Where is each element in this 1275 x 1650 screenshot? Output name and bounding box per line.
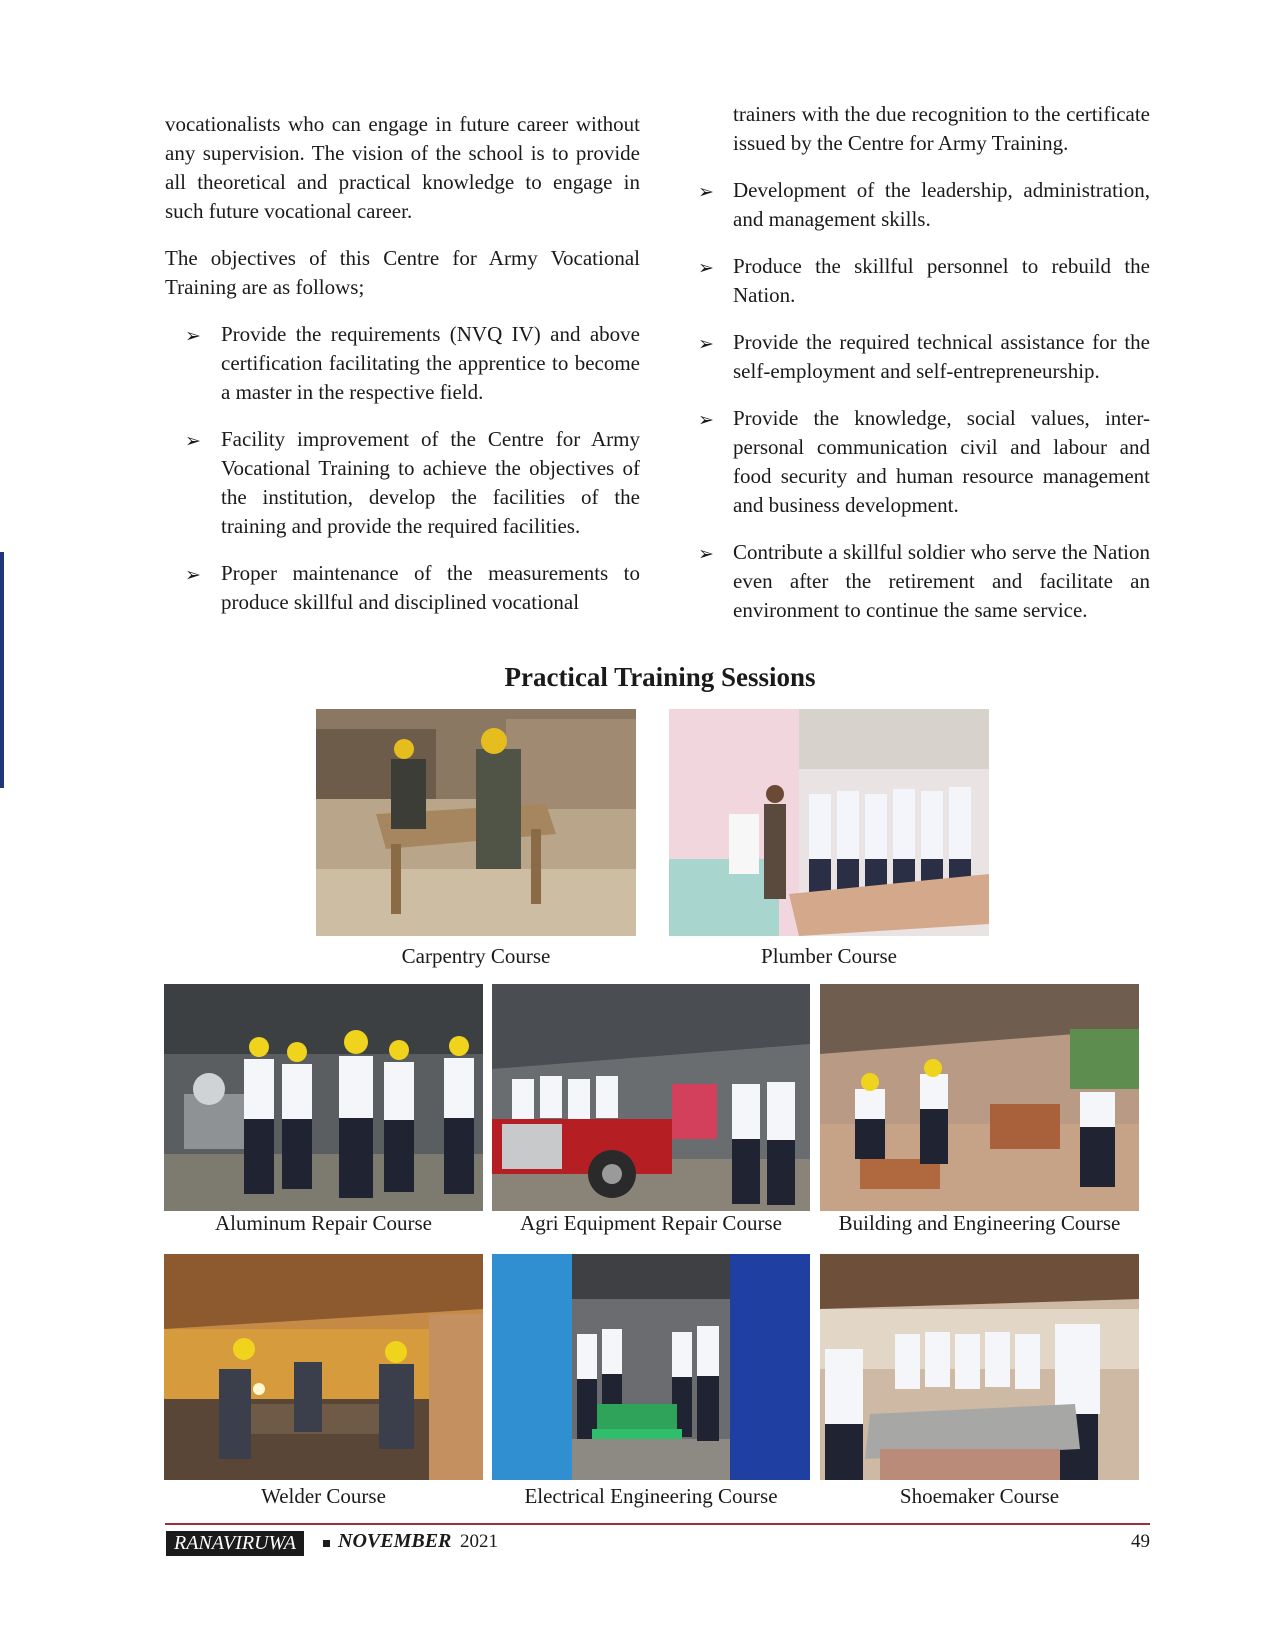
objectives-list-right bbox=[690, 176, 1150, 625]
list-item: ➢ Facility improvement of the Centre for Army Vocational Training to achieve the objectives of the institution, develop the facilities of the training and provide the required facilities. bbox=[185, 427, 640, 538]
list-item: ➢ Contribute a skillful soldier who serve the Nation even after the retirement and facilitate an environment to continue the same service. bbox=[698, 540, 1150, 622]
list-item: ➢ Development of the leadership, administration, and management skills. bbox=[698, 178, 1150, 231]
photo-caption: Electrical Engineering Course bbox=[524, 1484, 778, 1508]
arrow-bullet-icon: ➢ bbox=[185, 325, 201, 347]
list-item: ➢ Produce the skillful personnel to rebuild the Nation. bbox=[698, 254, 1150, 307]
section-title: Practical Training Sessions bbox=[504, 662, 816, 692]
photo-caption: Plumber Course bbox=[761, 944, 897, 968]
continuation-paragraph: trainers with the due recognition to the certificate issued by the Centre for Army Training. bbox=[733, 102, 1150, 155]
building-engineering-photo bbox=[820, 984, 1139, 1211]
list-item: ➢ Provide the knowledge, social values, inter-personal communication civil and labour and food security and human resource management and business development. bbox=[698, 406, 1150, 517]
agri-equipment-photo bbox=[492, 984, 810, 1211]
photo-caption: Shoemaker Course bbox=[899, 1484, 1060, 1508]
arrow-bullet-icon: ➢ bbox=[698, 257, 714, 279]
photo-caption: Welder Course bbox=[261, 1484, 386, 1508]
right-column bbox=[690, 100, 1150, 643]
objectives-list-left bbox=[165, 320, 640, 617]
arrow-bullet-icon: ➢ bbox=[185, 564, 201, 586]
photo-caption: Building and Engineering Course bbox=[838, 1211, 1121, 1235]
issue-month: NOVEMBER bbox=[338, 1530, 452, 1552]
photo-caption: Aluminum Repair Course bbox=[215, 1211, 432, 1235]
photo-caption: Agri Equipment Repair Course bbox=[520, 1211, 782, 1235]
plumber-photo bbox=[669, 709, 989, 936]
arrow-bullet-icon: ➢ bbox=[698, 543, 714, 565]
aluminum-repair-photo bbox=[164, 984, 483, 1211]
page-number: 49 bbox=[1131, 1531, 1150, 1552]
list-item: ➢ Provide the required technical assistance for the self-employment and self-entrepreneurship. bbox=[698, 330, 1150, 383]
footer-separator-square bbox=[323, 1540, 330, 1547]
arrow-bullet-icon: ➢ bbox=[185, 430, 201, 452]
welder-photo bbox=[164, 1254, 483, 1480]
arrow-bullet-icon: ➢ bbox=[698, 409, 714, 431]
intro-paragraph: vocationalists who can engage in future career without any supervision. The vision of the school is to provide all theoretical and practical knowledge to engage in such future vocational career. bbox=[165, 112, 640, 223]
photo-caption: Carpentry Course bbox=[401, 944, 551, 968]
carpentry-photo bbox=[316, 709, 636, 936]
issue-year: 2021 bbox=[460, 1531, 498, 1552]
electrical-engineering-photo bbox=[492, 1254, 810, 1480]
shoemaker-photo bbox=[820, 1254, 1139, 1480]
magazine-name: RANAVIRUWA bbox=[166, 1531, 304, 1556]
list-item: ➢ Proper maintenance of the measurements to produce skillful and disciplined vocational bbox=[185, 561, 640, 614]
left-column bbox=[165, 110, 640, 635]
footer-rule bbox=[165, 1523, 1150, 1525]
arrow-bullet-icon: ➢ bbox=[698, 333, 714, 355]
arrow-bullet-icon: ➢ bbox=[698, 181, 714, 203]
objectives-intro: The objectives of this Centre for Army Vocational Training are as follows; bbox=[165, 246, 640, 299]
list-item: ➢ Provide the requirements (NVQ IV) and above certification facilitating the apprentice to become a master in the respective field. bbox=[185, 322, 640, 404]
